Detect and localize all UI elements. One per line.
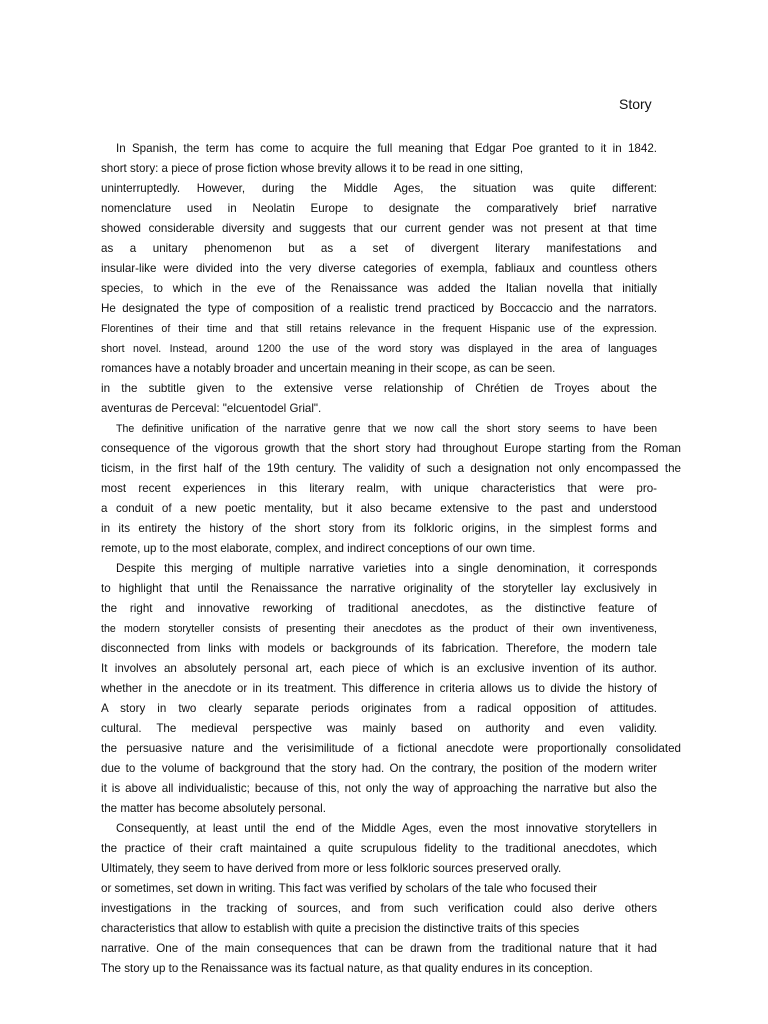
text-line: in the subtitle given to the extensive verse relationship of Chrétien de Troyes about the	[101, 382, 657, 395]
text-line: A story in two clearly separate periods originates from a radical opposition of attitudes.	[101, 702, 657, 715]
text-line: It involves an absolutely personal art, each piece of which is an exclusive invention of its author.	[101, 662, 657, 675]
text-line: to highlight that until the Renaissance the narrative originality of the storyteller lay exclusively in	[101, 582, 657, 595]
text-line: Florentines of their time and that still retains relevance in the frequent Hispanic use of the expression.	[101, 323, 657, 335]
text-line: He designated the type of composition of a realistic trend practiced by Boccaccio and the narrators.	[101, 302, 657, 315]
text-line: short novel. Instead, around 1200 the use of the word story was displayed in the area of languages	[101, 343, 657, 355]
text-line: uninterruptedly. However, during the Middle Ages, the situation was quite different:	[101, 182, 657, 195]
text-line: or sometimes, set down in writing. This fact was verified by scholars of the tale who focused their	[101, 882, 597, 895]
text-line: romances have a notably broader and uncertain meaning in their scope, as can be seen.	[101, 362, 556, 375]
text-line: the matter has become absolutely personal.	[101, 802, 326, 815]
text-line: it is above all individualistic; because of this, not only the way of approaching the narrative but also the	[101, 782, 657, 795]
text-line: the modern storyteller consists of presenting their anecdotes as the product of their own inventiveness,	[101, 623, 657, 635]
text-line: nomenclature used in Neolatin Europe to designate the comparatively brief narrative	[101, 202, 657, 215]
text-line: most recent experiences in this literary realm, with unique characteristics that were pro-	[101, 482, 657, 495]
text-line: showed considerable diversity and suggests that our current gender was not present at that time	[101, 222, 657, 235]
text-line: The definitive unification of the narrative genre that we now call the short story seems to have been	[116, 423, 657, 435]
text-line: disconnected from links with models or backgrounds of its fabrication. Therefore, the modern tale	[101, 642, 657, 655]
text-line: the persuasive nature and the verisimilitude of a fictional anecdote were proportionally consolidated	[101, 742, 681, 755]
text-line: Ultimately, they seem to have derived from more or less folkloric sources preserved orally.	[101, 862, 562, 875]
text-line: insular-like were divided into the very diverse categories of exempla, fabliaux and countless others	[101, 262, 657, 275]
text-line: aventuras de Perceval: "elcuentodel Grial".	[101, 402, 322, 415]
text-line: characteristics that allow to establish with quite a precision the distinctive traits of this species	[101, 922, 580, 935]
text-line: remote, up to the most elaborate, complex, and indirect conceptions of our own time.	[101, 542, 536, 555]
text-line: the right and innovative reworking of traditional anecdotes, as the distinctive feature of	[101, 602, 657, 615]
text-line: as a unitary phenomenon but as a set of divergent literary manifestations and	[101, 242, 657, 255]
page-title: Story	[619, 96, 652, 112]
text-line: cultural. The medieval perspective was mainly based on authority and even validity.	[101, 722, 657, 735]
text-line: narrative. One of the main consequences that can be drawn from the traditional nature that it had	[101, 942, 657, 955]
text-line: due to the volume of background that the story had. On the contrary, the position of the modern writer	[101, 762, 657, 775]
text-line: ticism, in the first half of the 19th century. The validity of such a designation not only encompassed the	[101, 462, 681, 475]
text-line: in its entirety the history of the short story from its folkloric origins, in the simplest forms and	[101, 522, 657, 535]
text-line: Despite this merging of multiple narrative varieties into a single denomination, it corresponds	[116, 562, 657, 575]
text-line: the practice of their craft maintained a quite scrupulous fidelity to the traditional anecdotes, which	[101, 842, 657, 855]
text-line: Consequently, at least until the end of the Middle Ages, even the most innovative storytellers in	[116, 822, 657, 835]
text-line: In Spanish, the term has come to acquire the full meaning that Edgar Poe granted to it in 1842.	[116, 142, 657, 155]
text-line: short story: a piece of prose fiction whose brevity allows it to be read in one sitting,	[101, 162, 524, 175]
text-line: a conduit of a new poetic mentality, but it also became extensive to the past and understood	[101, 502, 657, 515]
text-line: whether in the anecdote or in its treatment. This difference in criteria allows us to divide the history of	[101, 682, 657, 695]
text-line: The story up to the Renaissance was its factual nature, as that quality endures in its conception.	[101, 962, 593, 975]
text-line: species, to which in the eve of the Renaissance was added the Italian novella that initially	[101, 282, 657, 295]
text-line: investigations in the tracking of sources, and from such verification could also derive others	[101, 902, 657, 915]
text-line: consequence of the vigorous growth that the short story had throughout Europe starting from the Roman	[101, 442, 681, 455]
